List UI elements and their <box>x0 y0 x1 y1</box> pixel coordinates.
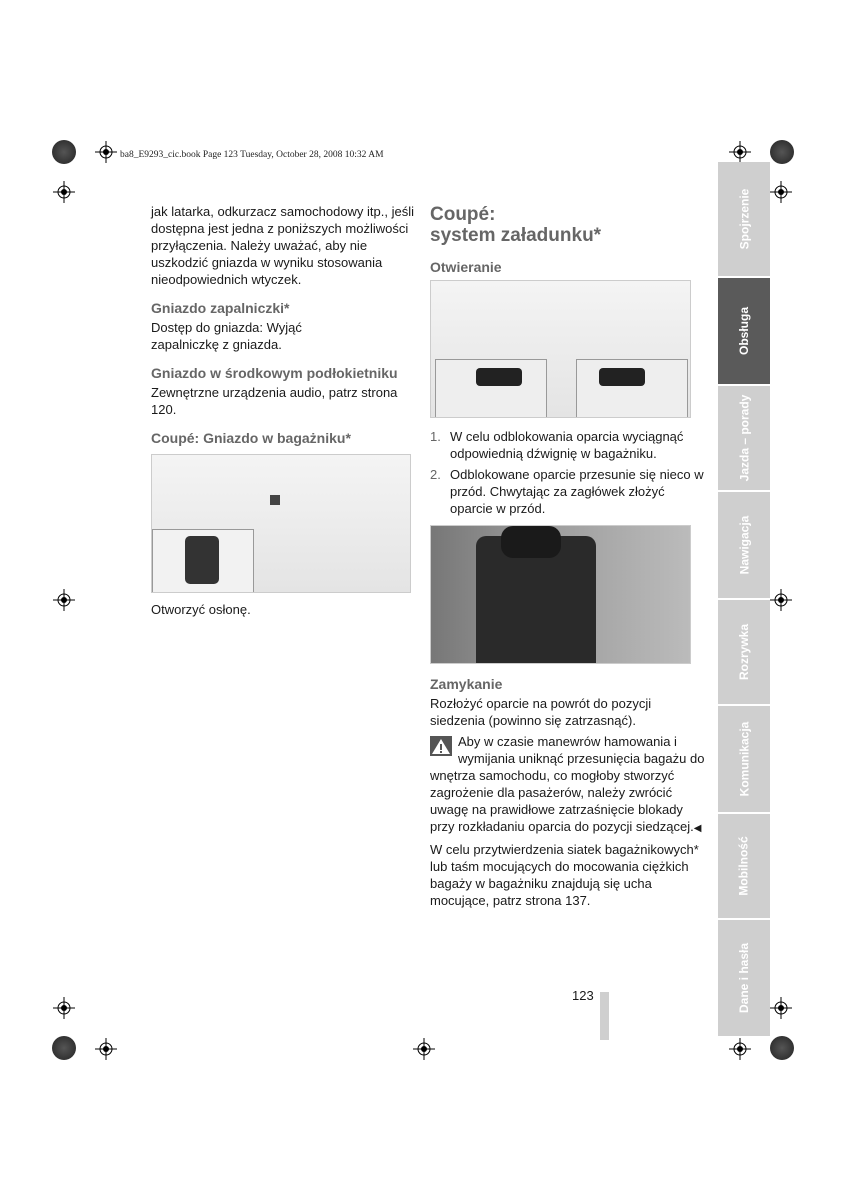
page-section-title <box>430 204 601 246</box>
end-mark-icon: ◀ <box>693 823 702 834</box>
title-line: system załadunku* <box>430 225 602 246</box>
final-text: W celu przytwierdzenia siatek bagażnikowych* lub taśm mocujących do mocowania ciężkich bagaży w bagażniku znajdują się ucha mocujące, patrz strona 137. <box>430 842 699 908</box>
close-text: Rozłożyć oparcie na powrót do pozycji siedzenia (powinno się zatrzasnąć). <box>430 696 652 728</box>
section-title: Gniazdo w środkowym podłokietniku <box>151 365 398 381</box>
tab-mobilnosc[interactable] <box>718 814 770 918</box>
title-line: Coupé: <box>430 204 496 225</box>
tab-obsluga[interactable] <box>718 278 770 384</box>
left-lever-inset <box>435 359 547 418</box>
step-item <box>430 466 705 517</box>
warning-text: Aby w czasie manewrów hamowania i wymijania uniknąć przesunięcia bagażu do wnętrza samochodu, co mogłoby stworzyć zagrożenie dla pasażerów, należy zwrócić uwagę na prawidłowe zatrzaśnięcie blokady przy rozkładaniu oparcia do pozycji siedzącej. <box>430 734 705 834</box>
tab-jazda-porady[interactable] <box>718 386 770 490</box>
section-text: Zewnętrzne urządzenia audio, patrz strona 120. <box>151 385 398 417</box>
registration-mark-icon <box>770 589 792 611</box>
step-text: Odblokowane oparcie przesunie się nieco w przód. Chwytając za zagłówek złożyć oparcie w przód. <box>450 467 704 516</box>
registration-mark-icon <box>53 997 75 1019</box>
step-number: 1. <box>430 429 441 444</box>
warning-note <box>430 733 705 837</box>
tab-label: Obsługa <box>736 306 751 356</box>
color-target-icon <box>52 1036 76 1060</box>
page-number-bar <box>600 992 609 1040</box>
intro-text: jak latarka, odkurzacz samochodowy itp., jeśli dostępna jest jedna z poniższych możliwości przyłączenia. Należy uważać, aby nie uszkodzić gniazda w wyniku stosowania nieodpowiednich wtyczek. <box>151 204 415 287</box>
tab-label: Jazda – porady <box>737 394 752 482</box>
tab-spojrzenie[interactable] <box>718 162 770 276</box>
section-title: Gniazdo zapalniczki* <box>151 300 290 316</box>
tab-rozrywka[interactable] <box>718 600 770 704</box>
tab-label: Spojrzenie <box>737 188 751 250</box>
print-header: ba8_E9293_cic.book Page 123 Tuesday, October 28, 2008 10:32 AM <box>120 150 384 160</box>
registration-mark-icon <box>95 1038 117 1060</box>
warning-triangle-icon <box>430 736 452 756</box>
left-column <box>151 203 416 618</box>
step-item <box>430 428 705 462</box>
subsection-title-close: Zamykanie <box>430 676 503 692</box>
tab-label: Mobilność <box>737 836 751 896</box>
right-lever-inset <box>576 359 688 418</box>
tab-label: Nawigacja <box>737 515 752 575</box>
registration-mark-icon <box>770 181 792 203</box>
folded-seat-photo <box>430 525 691 664</box>
section-title: Coupé: Gniazdo w bagażniku* <box>151 430 351 446</box>
image-caption: Otworzyć osłonę. <box>151 602 251 617</box>
seat-release-illustration <box>430 280 691 418</box>
registration-mark-icon <box>53 589 75 611</box>
tab-label: Rozrywka <box>737 623 751 681</box>
registration-mark-icon <box>53 181 75 203</box>
tab-label: Komunikacja <box>737 721 752 797</box>
trunk-socket-illustration <box>151 454 411 593</box>
steps-list <box>430 428 705 517</box>
registration-mark-icon <box>729 141 751 163</box>
tab-dane-i-hasla[interactable] <box>718 920 770 1036</box>
tab-nawigacja[interactable] <box>718 492 770 598</box>
registration-mark-icon <box>413 1038 435 1060</box>
registration-mark-icon <box>95 141 117 163</box>
step-number: 2. <box>430 467 441 482</box>
color-target-icon <box>770 140 794 164</box>
section-text: Dostęp do gniazda: Wyjąć zapalniczkę z gniazda. <box>151 320 302 352</box>
tab-label: Dane i hasła <box>737 942 751 1014</box>
color-target-icon <box>52 140 76 164</box>
registration-mark-icon <box>770 997 792 1019</box>
color-target-icon <box>770 1036 794 1060</box>
socket-detail-inset <box>152 529 254 593</box>
registration-mark-icon <box>729 1038 751 1060</box>
right-column-flow <box>430 259 705 909</box>
page-number: 123 <box>572 988 594 1003</box>
tab-komunikacja[interactable] <box>718 706 770 812</box>
subsection-title-open: Otwieranie <box>430 259 502 275</box>
step-text: W celu odblokowania oparcia wyciągnąć odpowiednią dźwignię w bagażniku. <box>450 429 684 461</box>
